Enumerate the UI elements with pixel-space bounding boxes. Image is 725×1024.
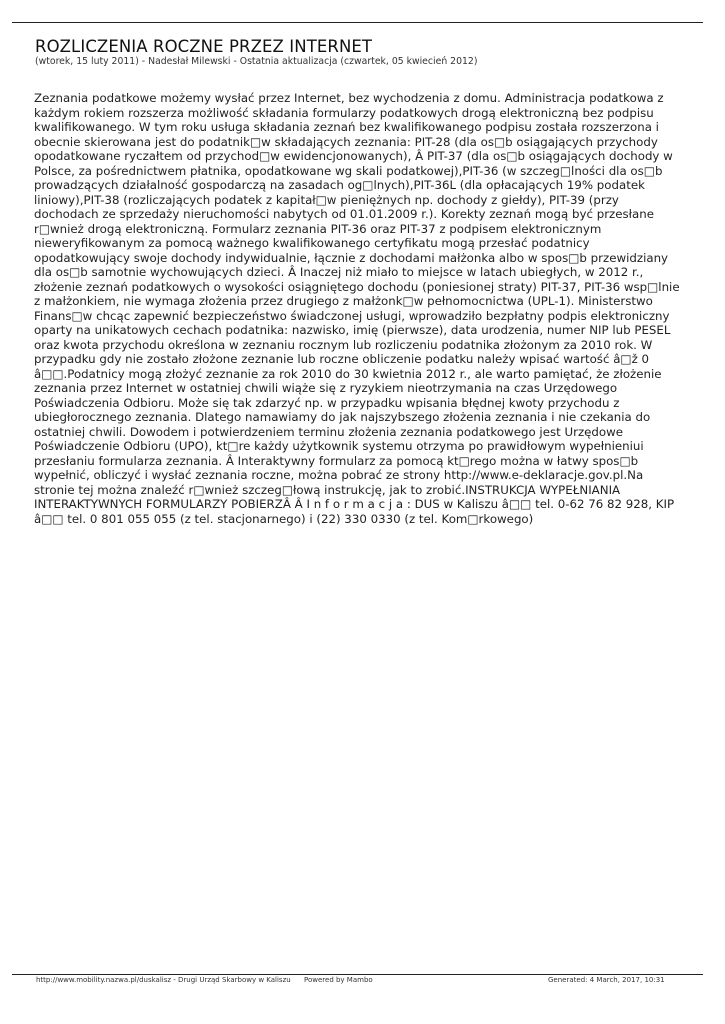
article-body: Zeznania podatkowe możemy wysłać przez Internet, bez wychodzenia z domu. Administracja podatkowa z każdym rokiem rozszerza możliwość składania formularzy podatkowych drogą elektroniczną bez podpisu kwalifikowanego. W tym roku usługa składania zeznań bez kwalifikowanego podpisu została rozszerzona i obecnie skierowana jest do podatnik□w składających zeznania: PIT-28 (dla os□b osiągających przychody opodatkowane ryczałtem od przychod□w ewidencjonowanych), Â PIT-37 (dla os□b osiągających dochody w Polsce, za pośrednictwem płatnika, opodatkowane wg skali podatkowej),PIT-36 (w szczeg□lności dla os□b prowadzących działalność gospodarczą na zasadach og□lnych),PIT-36L (dla opłacających 19% podatek liniowy),PIT-38 (rozliczających podatek z kapitał□w pieniężnych np. dochody z giełdy), PIT-39 (przy dochodach ze sprzedaży nieruchomości nabytych od 01.01.2009 r.). Korekty zeznań mogą być przesłane r□wnież drogą elektroniczną. Formularz zeznania PIT-36 oraz PIT-37 z podpisem elektronicznym nieweryfikowanym za pomocą ważnego kwalifikowanego certyfikatu mogą przesłać podatnicy opodatkowujący swoje dochody indywidualnie, łącznie z dochodami małżonka albo w spos□b przewidziany dla os□b samotnie wychowujących dzieci. Â Inaczej niż miało to miejsce w latach ubiegłych, w 2012 r., złożenie zeznań podatkowych o wysokości osiągniętego dochodu (poniesionej straty) PIT-37, PIT-36 wsp□lnie z małżonkiem, nie wymaga złożenia przez drugiego z małżonk□w pełnomocnictwa (UPL-1). Ministerstwo Finans□w chcąc zapewnić bezpieczeństwo świadczonej usługi, wprowadziło bezpłatny podpis elektroniczny oparty na unikatowych cechach podatnika: nazwisko, imię (pierwsze), data urodzenia, numer NIP lub PESEL oraz kwota przychodu określona w zeznaniu rocznym lub rozliczeniu podatnika złożonym za 2010 rok. W przypadku gdy nie zostało złożone zeznanie lub roczne obliczenie podatku należy wpisać wartość â□ž 0 â□□.Podatnicy mogą złożyć zeznanie za rok 2010 do 30 kwietnia 2012 r., ale warto pamiętać, że złożenie zeznania przez Internet w ostatniej chwili wiąże się z ryzykiem nieotrzymania na czas Urzędowego Poświadczenia Odbioru. Może się tak zdarzyć np. w przypadku wpisania błędnej kwoty przychodu z ubiegłorocznego zeznania. Dlatego namawiamy do jak najszybszego złożenia zeznania i nie czekania do ostatniej chwili. Dowodem i potwierdzeniem terminu złożenia zeznania podatkowego jest Urzędowe Poświadczenie Odbioru (UPO), kt□re każdy użytkownik systemu otrzyma po prawidłowym wypełnieniui przesłaniu formularza zeznania. Â Interaktywny formularz za pomocą kt□rego można w łatwy spos□b wypełnić, obliczyć i wysłać zeznania roczne, można pobrać ze strony http://www.e-deklaracje.gov.pl.Na stronie tej można znaleźć r□wnież szczeg□łową instrukcję, jak to zrobić.INSTRUKCJA WYPEŁNIANIA INTERAKTYWNYCH FORMULARZY POBIERZÂ Â I n f o r m a c j a : DUS w Kaliszu â□□ tel. 0-62 76 82 928, KIP â□□ tel. 0 801 055 055 (z tel. stacjonarnego) i (22) 330 0330 (z tel. Kom□rkowego) [34,91,680,526]
footer-divider [12,974,703,975]
footer-generated-date: Generated: 4 March, 2017, 10:31 [548,976,665,984]
header-divider [12,22,703,23]
article-meta: (wtorek, 15 luty 2011) - Nadesłał Milewski - Ostatnia aktualizacja (czwartek, 05 kwiecień 2012) [35,56,478,67]
footer-powered-by: Powered by Mambo [304,976,373,984]
footer-source-url: http://www.mobility.nazwa.pl/duskalisz - Drugi Urząd Skarbowy w Kaliszu [36,976,291,984]
article-title: ROZLICZENIA ROCZNE PRZEZ INTERNET [35,37,373,56]
